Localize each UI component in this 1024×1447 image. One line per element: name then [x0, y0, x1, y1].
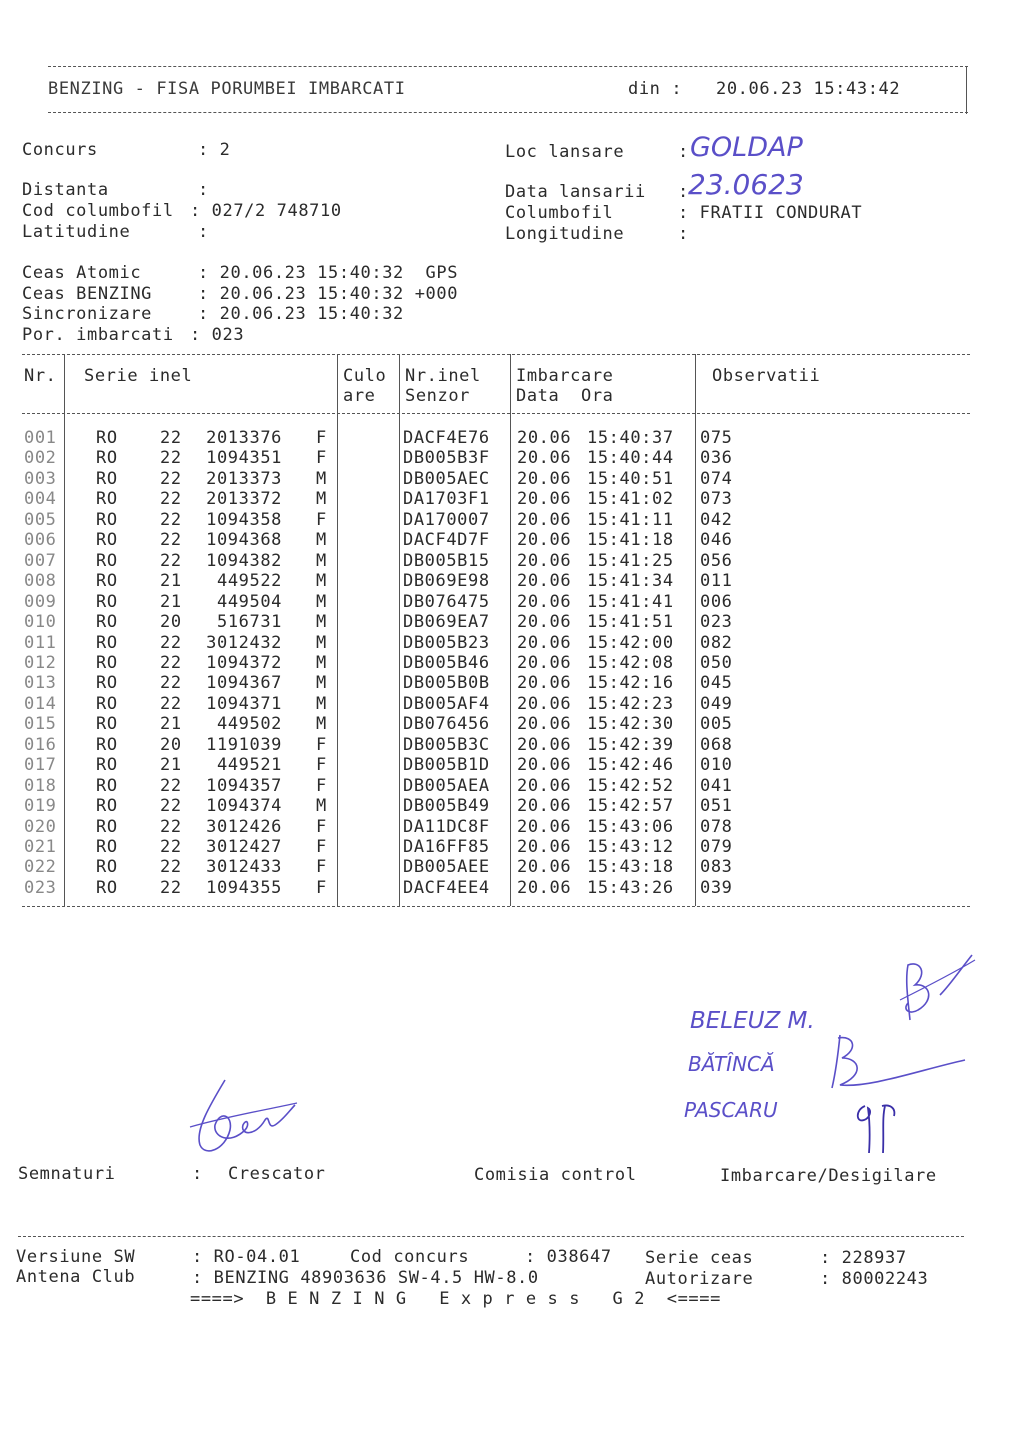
cell-year: 20: [160, 612, 182, 633]
cell-nr: 014: [24, 693, 57, 714]
cell-date: 20.06: [517, 509, 572, 530]
cell-country: RO: [96, 734, 118, 755]
columbofil-label: Columbofil: [505, 203, 614, 223]
cell-date: 20.06: [517, 591, 572, 612]
header-culoare-2: are: [343, 386, 376, 406]
cell-sensor: DB005AEE: [403, 857, 490, 878]
cell-year: 22: [160, 796, 182, 817]
cell-observatii: 051: [700, 796, 733, 817]
header-bottom-rule: [48, 112, 968, 113]
cell-time: 15:42:39: [587, 734, 674, 755]
cell-ring: 2013372: [206, 489, 282, 510]
cell-ring: 1094374: [206, 796, 282, 817]
cell-sex: M: [316, 652, 327, 673]
signer-name-1: BELEUZ M.: [690, 1008, 815, 1034]
antena-club-label: Antena Club: [16, 1267, 136, 1287]
header-nr-inel-1: Nr.inel: [405, 366, 481, 386]
cell-sensor: DACF4EE4: [403, 877, 490, 898]
comisia-control-label: Comisia control: [474, 1165, 637, 1185]
cell-year: 22: [160, 468, 182, 489]
cell-sex: M: [316, 530, 327, 551]
cell-observatii: 045: [700, 673, 733, 694]
cell-date: 20.06: [517, 755, 572, 776]
cell-sex: M: [316, 468, 327, 489]
cell-country: RO: [96, 755, 118, 776]
cell-ring: 1094382: [206, 550, 282, 571]
signature-comisia-1: [880, 955, 980, 1030]
cell-ring: 1094358: [206, 509, 282, 530]
cell-date: 20.06: [517, 673, 572, 694]
cell-sensor: DB005B46: [403, 652, 490, 673]
data-lansarii-label: Data lansarii: [505, 182, 646, 202]
cell-date: 20.06: [517, 448, 572, 469]
cell-sex: F: [316, 734, 327, 755]
table-row: [0, 857, 1024, 877]
cell-time: 15:41:02: [587, 489, 674, 510]
cell-year: 21: [160, 755, 182, 776]
cell-nr: 007: [24, 550, 57, 571]
cell-country: RO: [96, 877, 118, 898]
ceas-atomic-value: : 20.06.23 15:40:32 GPS: [198, 263, 459, 283]
cod-columbofil-label: Cod columbofil: [22, 201, 174, 221]
signature-comisia-2: [820, 1030, 970, 1095]
header-nr-inel-2: Senzor: [405, 386, 471, 406]
cell-country: RO: [96, 509, 118, 530]
signature-crescator: [185, 1075, 300, 1160]
latitudine-label: Latitudine: [22, 222, 131, 242]
table-row: [0, 530, 1024, 550]
cell-sensor: DACF4E76: [403, 428, 490, 448]
cell-time: 15:42:57: [587, 796, 674, 817]
cell-ring: 3012432: [206, 632, 282, 653]
data-lansarii-handwritten: 23.0623: [688, 168, 804, 201]
cell-sex: F: [316, 816, 327, 837]
cell-ring: 1094368: [206, 530, 282, 551]
table-row: [0, 489, 1024, 509]
cell-ring: 3012427: [206, 837, 282, 857]
cell-year: 22: [160, 550, 182, 571]
cell-sex: F: [316, 428, 327, 448]
versiune-sw-label: Versiune SW: [16, 1247, 136, 1267]
cell-year: 22: [160, 775, 182, 796]
cell-year: 22: [160, 877, 182, 898]
cell-sensor: DB076475: [403, 591, 490, 612]
table-row: [0, 714, 1024, 734]
cell-nr: 017: [24, 755, 57, 776]
cell-ring: 3012426: [206, 816, 282, 837]
cell-date: 20.06: [517, 837, 572, 857]
cell-sensor: DB069E98: [403, 571, 490, 592]
cell-sex: F: [316, 775, 327, 796]
sincronizare-label: Sincronizare: [22, 304, 153, 324]
cod-concurs-label: Cod concurs: [350, 1247, 470, 1267]
cell-nr: 020: [24, 816, 57, 837]
cell-year: 22: [160, 530, 182, 551]
table-row: [0, 571, 1024, 591]
header-serie-inel: Serie inel: [84, 366, 193, 386]
cell-sex: M: [316, 693, 327, 714]
table-row: [0, 510, 1024, 530]
cell-country: RO: [96, 837, 118, 857]
cell-country: RO: [96, 530, 118, 551]
porumbei-imbarcati-label: Por. imbarcati: [22, 325, 174, 345]
cell-year: 22: [160, 489, 182, 510]
header-imbarcare-2: Data Ora: [516, 386, 614, 406]
cell-year: 22: [160, 448, 182, 469]
cell-observatii: 006: [700, 591, 733, 612]
table-top-rule: [22, 354, 970, 355]
cell-date: 20.06: [517, 734, 572, 755]
cell-observatii: 005: [700, 714, 733, 735]
cell-ring: 1094351: [206, 448, 282, 469]
table-row: [0, 878, 1024, 898]
cell-ring: 449502: [216, 714, 282, 735]
table-header-rule: [22, 413, 970, 414]
cell-sensor: DB005AF4: [403, 693, 490, 714]
cell-time: 15:42:23: [587, 693, 674, 714]
cell-date: 20.06: [517, 428, 572, 448]
antena-club-value: : BENZING 48903636 SW-4.5 HW-8.0: [192, 1268, 539, 1288]
cell-year: 21: [160, 571, 182, 592]
cell-year: 21: [160, 591, 182, 612]
cell-date: 20.06: [517, 877, 572, 898]
cell-sex: M: [316, 796, 327, 817]
cell-sex: F: [316, 837, 327, 857]
serie-ceas-label: Serie ceas: [645, 1248, 754, 1268]
cell-year: 22: [160, 816, 182, 837]
cell-sensor: DB005B1D: [403, 755, 490, 776]
cell-nr: 002: [24, 448, 57, 469]
cell-time: 15:43:26: [587, 877, 674, 898]
cell-ring: 1094357: [206, 775, 282, 796]
table-row: [0, 755, 1024, 775]
cell-nr: 005: [24, 509, 57, 530]
cell-observatii: 074: [700, 468, 733, 489]
cell-time: 15:42:30: [587, 714, 674, 735]
cell-observatii: 083: [700, 857, 733, 878]
table-row: [0, 735, 1024, 755]
cell-sex: F: [316, 509, 327, 530]
cell-ring: 1094367: [206, 673, 282, 694]
cell-sex: M: [316, 571, 327, 592]
cell-time: 15:41:51: [587, 612, 674, 633]
cell-observatii: 056: [700, 550, 733, 571]
ceas-benzing-value: : 20.06.23 15:40:32 +000: [198, 284, 459, 304]
table-row: [0, 817, 1024, 837]
cell-observatii: 049: [700, 693, 733, 714]
cell-sex: F: [316, 877, 327, 898]
cell-date: 20.06: [517, 468, 572, 489]
table-bottom-rule: [22, 906, 970, 907]
print-date-value: 20.06.23 15:43:42: [716, 79, 901, 99]
cell-nr: 022: [24, 857, 57, 878]
cell-year: 22: [160, 652, 182, 673]
cell-nr: 004: [24, 489, 57, 510]
semnaturi-sep: :: [192, 1164, 203, 1184]
cell-observatii: 068: [700, 734, 733, 755]
cell-observatii: 039: [700, 877, 733, 898]
cell-date: 20.06: [517, 652, 572, 673]
cell-sex: M: [316, 550, 327, 571]
cell-date: 20.06: [517, 612, 572, 633]
serie-ceas-value: : 228937: [820, 1248, 907, 1268]
cell-nr: 019: [24, 796, 57, 817]
signer-name-2: BĂTÎNCĂ: [688, 1052, 775, 1076]
crescator-label: Crescator: [228, 1164, 326, 1184]
cell-country: RO: [96, 489, 118, 510]
cell-nr: 021: [24, 837, 57, 857]
cell-time: 15:41:41: [587, 591, 674, 612]
print-date-label: din :: [628, 79, 683, 99]
benzing-express-brand: ====> B E N Z I N G E x p r e s s G 2 <====: [190, 1289, 721, 1309]
cell-nr: 016: [24, 734, 57, 755]
versiune-sw-value: : RO-04.01: [192, 1247, 301, 1267]
longitudine-label: Longitudine: [505, 224, 625, 244]
cell-year: 22: [160, 428, 182, 448]
cell-ring: 1094355: [206, 877, 282, 898]
signer-name-3: PASCARU: [684, 1098, 778, 1122]
cell-time: 15:42:52: [587, 775, 674, 796]
cell-ring: 1094372: [206, 652, 282, 673]
cell-sensor: DB005B23: [403, 632, 490, 653]
cell-nr: 012: [24, 652, 57, 673]
cell-country: RO: [96, 448, 118, 469]
table-row: [0, 428, 1024, 448]
table-row: [0, 796, 1024, 816]
cell-country: RO: [96, 550, 118, 571]
cell-sex: F: [316, 448, 327, 469]
cell-nr: 023: [24, 877, 57, 898]
cell-sensor: DB005AEA: [403, 775, 490, 796]
cell-year: 22: [160, 509, 182, 530]
cell-country: RO: [96, 693, 118, 714]
cell-date: 20.06: [517, 816, 572, 837]
cell-sensor: DB005B3C: [403, 734, 490, 755]
cell-observatii: 078: [700, 816, 733, 837]
cell-sensor: DB005B49: [403, 796, 490, 817]
cell-country: RO: [96, 816, 118, 837]
cell-country: RO: [96, 468, 118, 489]
cell-country: RO: [96, 632, 118, 653]
cell-observatii: 036: [700, 448, 733, 469]
cell-nr: 006: [24, 530, 57, 551]
cell-sensor: DB076456: [403, 714, 490, 735]
cell-time: 15:42:00: [587, 632, 674, 653]
concurs-value: : 2: [198, 140, 231, 160]
distanta-label: Distanta: [22, 180, 109, 200]
footer-rule: [18, 1236, 964, 1237]
cell-ring: 2013373: [206, 468, 282, 489]
cell-time: 15:43:12: [587, 837, 674, 857]
cell-country: RO: [96, 775, 118, 796]
cell-nr: 011: [24, 632, 57, 653]
cell-year: 21: [160, 714, 182, 735]
longitudine-value: :: [678, 224, 689, 244]
table-row: [0, 469, 1024, 489]
cell-sensor: DA16FF85: [403, 837, 490, 857]
cell-time: 15:43:06: [587, 816, 674, 837]
cell-ring: 1191039: [206, 734, 282, 755]
cell-nr: 013: [24, 673, 57, 694]
cell-sex: M: [316, 489, 327, 510]
header-nr: Nr.: [24, 366, 57, 386]
imbarcare-desigilare-label: Imbarcare/Desigilare: [720, 1166, 937, 1186]
cell-time: 15:41:18: [587, 530, 674, 551]
cell-year: 20: [160, 734, 182, 755]
table-row: [0, 612, 1024, 632]
autorizare-label: Autorizare: [645, 1269, 754, 1289]
concurs-label: Concurs: [22, 140, 98, 160]
cell-date: 20.06: [517, 489, 572, 510]
header-right-edge: [966, 66, 967, 114]
cell-year: 22: [160, 673, 182, 694]
cell-year: 22: [160, 693, 182, 714]
cell-sex: F: [316, 857, 327, 878]
cell-nr: 009: [24, 591, 57, 612]
cell-sex: F: [316, 755, 327, 776]
cell-ring: 449504: [216, 591, 282, 612]
cell-time: 15:41:25: [587, 550, 674, 571]
autorizare-value: : 80002243: [820, 1269, 929, 1289]
distanta-value: :: [198, 180, 209, 200]
cell-date: 20.06: [517, 550, 572, 571]
table-row: [0, 551, 1024, 571]
cell-ring: 449522: [216, 571, 282, 592]
cell-sex: M: [316, 714, 327, 735]
cell-nr: 018: [24, 775, 57, 796]
cell-sensor: DB069EA7: [403, 612, 490, 633]
data-lansarii-sep: :: [678, 182, 689, 202]
porumbei-imbarcati-value: : 023: [190, 325, 245, 345]
columbofil-value: : FRATII CONDURAT: [678, 203, 863, 223]
ceas-atomic-label: Ceas Atomic: [22, 263, 142, 283]
header-observatii: Observatii: [712, 366, 821, 386]
loc-lansare-handwritten: GOLDAP: [690, 132, 803, 163]
cod-columbofil-value: : 027/2 748710: [190, 201, 342, 221]
cell-ring: 449521: [216, 755, 282, 776]
cell-observatii: 079: [700, 837, 733, 857]
cell-nr: 003: [24, 468, 57, 489]
cell-observatii: 011: [700, 571, 733, 592]
cell-observatii: 042: [700, 509, 733, 530]
table-row: [0, 448, 1024, 468]
cell-date: 20.06: [517, 796, 572, 817]
cell-country: RO: [96, 857, 118, 878]
sincronizare-value: : 20.06.23 15:40:32: [198, 304, 404, 324]
table-row: [0, 592, 1024, 612]
cell-time: 15:41:11: [587, 509, 674, 530]
header-top-rule: [48, 66, 968, 67]
cell-nr: 010: [24, 612, 57, 633]
cell-ring: 1094371: [206, 693, 282, 714]
header-imbarcare-1: Imbarcare: [516, 366, 614, 386]
document-title: BENZING - FISA PORUMBEI IMBARCATI: [48, 79, 406, 99]
table-row: [0, 776, 1024, 796]
table-row: [0, 673, 1024, 693]
cell-country: RO: [96, 796, 118, 817]
cell-observatii: 041: [700, 775, 733, 796]
table-row: [0, 633, 1024, 653]
cell-observatii: 046: [700, 530, 733, 551]
cell-sex: M: [316, 632, 327, 653]
cell-time: 15:42:46: [587, 755, 674, 776]
cell-date: 20.06: [517, 632, 572, 653]
cell-country: RO: [96, 612, 118, 633]
cod-concurs-value: : 038647: [525, 1247, 612, 1267]
cell-sensor: DA11DC8F: [403, 816, 490, 837]
cell-country: RO: [96, 714, 118, 735]
semnaturi-label: Semnaturi: [18, 1164, 116, 1184]
cell-date: 20.06: [517, 571, 572, 592]
cell-year: 22: [160, 837, 182, 857]
loc-lansare-sep: :: [678, 142, 689, 162]
cell-sex: M: [316, 612, 327, 633]
cell-sensor: DB005B0B: [403, 673, 490, 694]
cell-sensor: DA1703F1: [403, 489, 490, 510]
cell-date: 20.06: [517, 775, 572, 796]
cell-nr: 008: [24, 571, 57, 592]
cell-time: 15:40:44: [587, 448, 674, 469]
cell-ring: 2013376: [206, 428, 282, 448]
cell-observatii: 010: [700, 755, 733, 776]
table-row: [0, 837, 1024, 857]
cell-observatii: 075: [700, 428, 733, 448]
cell-time: 15:43:18: [587, 857, 674, 878]
ceas-benzing-label: Ceas BENZING: [22, 284, 153, 304]
cell-country: RO: [96, 571, 118, 592]
cell-observatii: 023: [700, 612, 733, 633]
cell-date: 20.06: [517, 693, 572, 714]
cell-observatii: 050: [700, 652, 733, 673]
cell-time: 15:41:34: [587, 571, 674, 592]
cell-sensor: DB005AEC: [403, 468, 490, 489]
cell-sensor: DACF4D7F: [403, 530, 490, 551]
cell-sex: M: [316, 591, 327, 612]
cell-nr: 015: [24, 714, 57, 735]
cell-country: RO: [96, 673, 118, 694]
cell-country: RO: [96, 591, 118, 612]
cell-time: 15:42:16: [587, 673, 674, 694]
table-row: [0, 653, 1024, 673]
header-culoare-1: Culo: [343, 366, 387, 386]
cell-sensor: DB005B3F: [403, 448, 490, 469]
cell-time: 15:40:37: [587, 428, 674, 448]
cell-date: 20.06: [517, 714, 572, 735]
cell-country: RO: [96, 652, 118, 673]
cell-sex: M: [316, 673, 327, 694]
cell-sensor: DB005B15: [403, 550, 490, 571]
cell-observatii: 082: [700, 632, 733, 653]
table-row: [0, 694, 1024, 714]
cell-time: 15:40:51: [587, 468, 674, 489]
cell-year: 22: [160, 857, 182, 878]
signature-comisia-3: [850, 1098, 905, 1158]
cell-ring: 3012433: [206, 857, 282, 878]
cell-time: 15:42:08: [587, 652, 674, 673]
cell-year: 22: [160, 632, 182, 653]
cell-nr: 001: [24, 428, 57, 448]
cell-ring: 516731: [216, 612, 282, 633]
cell-sensor: DA170007: [403, 509, 490, 530]
latitudine-value: :: [198, 222, 209, 242]
cell-observatii: 073: [700, 489, 733, 510]
cell-date: 20.06: [517, 530, 572, 551]
loc-lansare-label: Loc lansare: [505, 142, 625, 162]
cell-country: RO: [96, 428, 118, 448]
cell-date: 20.06: [517, 857, 572, 878]
